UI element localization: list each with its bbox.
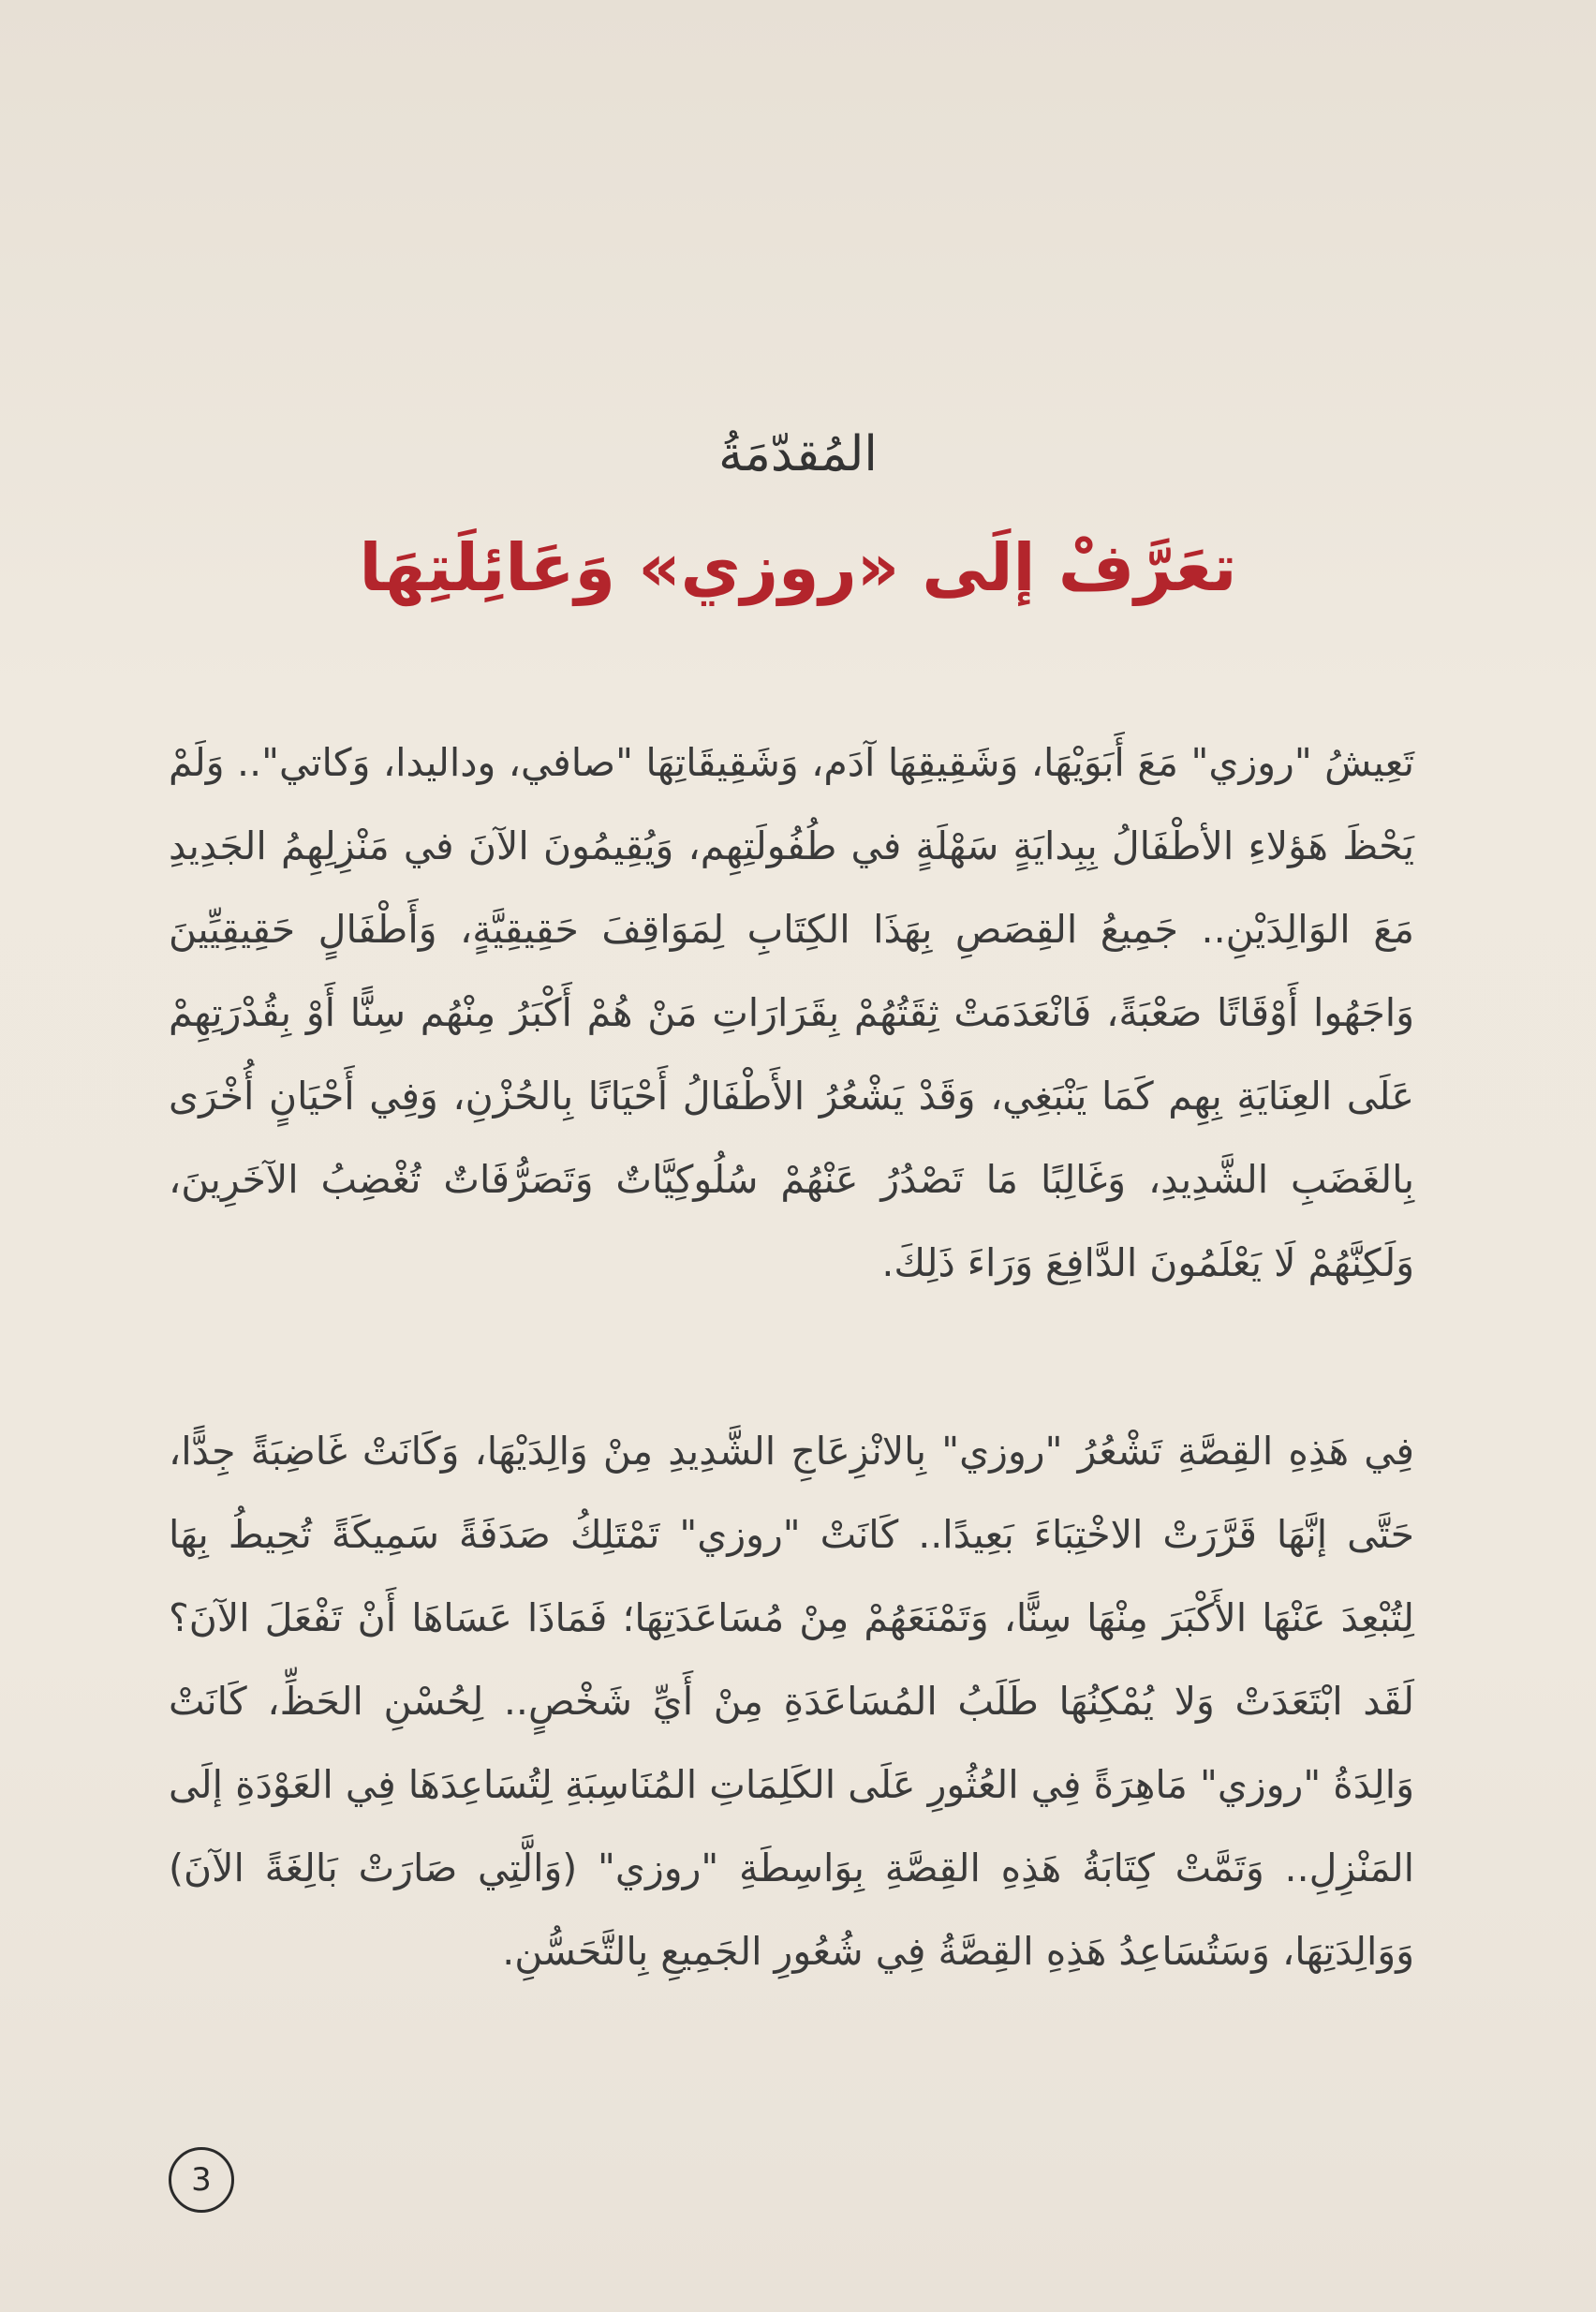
page-number: 3 bbox=[169, 2147, 234, 2213]
paragraph-1: تَعِيشُ "روزي" مَعَ أَبَوَيْهَا، وَشَقِيقِهَا آدَم، وَشَقِيقَاتِهَا "صافي، وداليدا، وَكاتي".. وَلَمْ يَحْظَ هَؤلاءِ الأطْفَالُ بِبِدايَةٍ سَهْلَةٍ في طُفُولَتِهِم، وَيُقِيمُونَ الآنَ في مَنْزِلِهِمُ الجَدِيدِ مَعَ الوَالِدَيْنِ.. جَمِيعُ القِصَصِ بِهَذَا الكِتَابِ لِمَوَاقِفَ حَقِيقِيَّةٍ، وَأَطْفَالٍ حَقِيقِيِّينَ وَاجَهُوا أَوْقَاتًا صَعْبَةً، فَانْعَدَمَتْ ثِقَتُهُمْ بِقَرَارَاتِ مَنْ هُمْ أَكْبَرُ مِنْهُم سِنًّا أَوْ بِقُدْرَتِهِمْ عَلَى العِنَايَةِ بِهِم كَمَا يَنْبَغِي، وَقَدْ يَشْعُرُ الأَطْفَالُ أَحْيَانًا بِالحُزْنِ، وَفِي أَحْيَانٍ أُخْرَى بِالغَضَبِ الشَّدِيدِ، وَغَالِبًا مَا تَصْدُرُ عَنْهُمْ سُلُوكِيَّاتٌ وَتَصَرُّفَاتٌ تُغْضِبُ الآخَرِينَ، وَلَكِنَّهُمْ لَا يَعْلَمُونَ الدَّافِعَ وَرَاءَ ذَلِكَ. bbox=[169, 740, 1414, 1285]
section-label: المُقدّمَةُ bbox=[718, 426, 878, 482]
paragraph-2: فِي هَذِهِ القِصَّةِ تَشْعُرُ "روزي" بِالانْزِعَاجِ الشَّدِيدِ مِنْ وَالِدَيْهَا، وَكَانَتْ غَاضِبَةً جِدًّا، حَتَّى إنَّهَا قَرَّرَتْ الاخْتِبَاءَ بَعِيدًا.. كَانَتْ "روزي" تَمْتَلِكُ صَدَفَةً سَمِيكَةً تُحِيطُ بِهَا لِتُبْعِدَ عَنْهَا الأَكْبَرَ مِنْهَا سِنًّا، وَتَمْنَعَهُمْ مِنْ مُسَاعَدَتِهَا؛ فَمَاذَا عَسَاهَا أَنْ تَفْعَلَ الآنَ؟ لَقَد ابْتَعَدَتْ وَلا يُمْكِنُهَا طَلَبُ المُسَاعَدَةِ مِنْ أَيِّ شَخْصٍ.. لِحُسْنِ الحَظِّ، كَانَتْ وَالِدَةُ "روزي" مَاهِرَةً فِي العُثُورِ عَلَى الكَلِمَاتِ المُنَاسِبَةِ لِتُسَاعِدَهَا فِي العَوْدَةِ إلَى المَنْزِلِ.. وَتَمَّتْ كِتَابَةُ هَذِهِ القِصَّةِ بِوَاسِطَةِ "روزي" (وَالَّتِي صَارَتْ بَالِغَةً الآنَ) وَوَالِدَتِهَا، وَسَتُسَاعِدُ هَذِهِ القِصَّةُ فِي شُعُورِ الجَمِيعِ بِالتَّحَسُّنِ. bbox=[169, 1429, 1414, 1974]
page-title: تعَرَّفْ إلَى «روزي» وَعَائِلَتِهَا bbox=[359, 529, 1237, 606]
